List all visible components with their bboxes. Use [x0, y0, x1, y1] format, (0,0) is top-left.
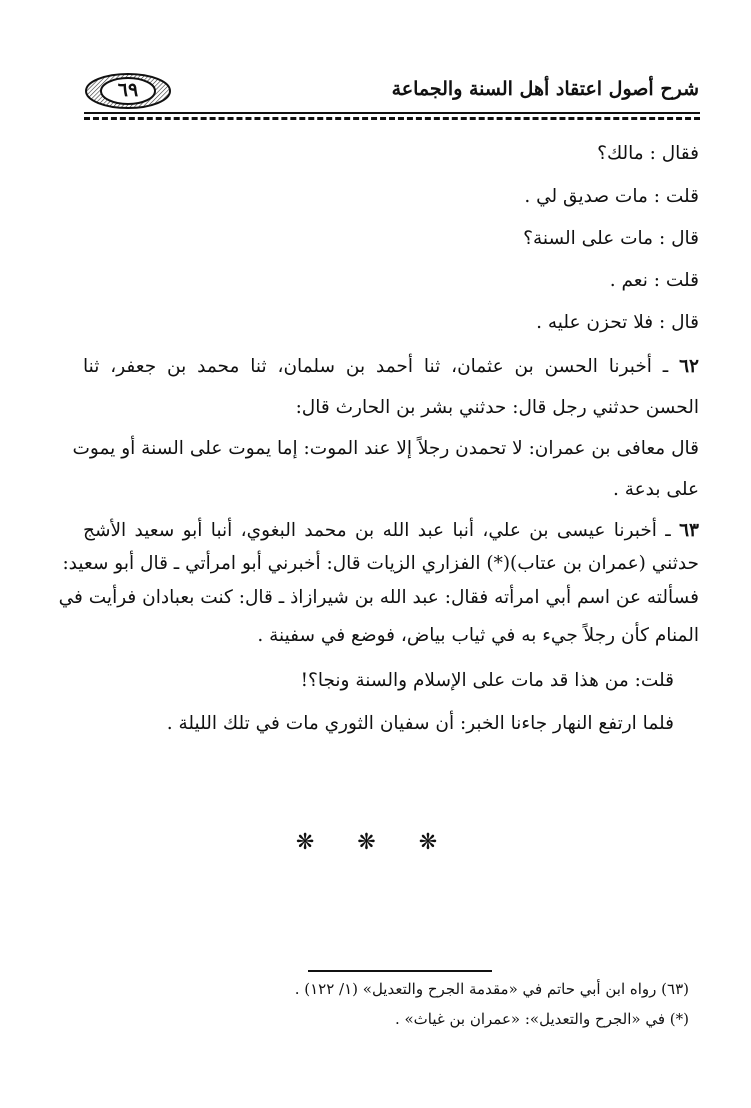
hadith-number-63: ٦٣: [679, 520, 699, 541]
page-number: ٦٩: [117, 79, 139, 101]
dialogue-line-1: فقال : مالك؟: [597, 143, 699, 164]
hadith-63-line-3: فسألته عن اسم أبي امرأته فقال: عبد الله بن شيرازاذ ـ قال: كنت بعبادان فرأيت في: [58, 587, 699, 608]
hadith-62-line-3: قال معافى بن عمران: لا تحمدن رجلاً إلا عند الموت: إما يموت على السنة أو يموت: [72, 438, 699, 459]
hadith-62-line-1: ٦٢ ـ أخبرنا الحسن بن عثمان، ثنا أحمد بن سلمان، ثنا محمد بن جعفر، ثنا: [83, 356, 699, 377]
hadith-62-line-4: على بدعة .: [612, 479, 699, 500]
hadith-62-line-2: الحسن حدثني رجل قال: حدثني بشر بن الحارث قال:: [295, 397, 699, 418]
dialogue-line-2: قلت : مات صديق لي .: [524, 186, 699, 207]
hadith-63-line-6: فلما ارتفع النهار جاءنا الخبر: أن سفيان الثوري مات في تلك الليلة .: [166, 713, 674, 734]
footnote-63: (٦٣) رواه ابن أبي حاتم في «مقدمة الجرح والتعديل» (١/ ١٢٢) .: [294, 980, 689, 998]
hadith-63-line-5: قلت: من هذا قد مات على الإسلام والسنة ونجا؟!: [300, 670, 674, 691]
footnote-star: (*) في «الجرح والتعديل»: «عمران بن غياث» .: [394, 1010, 689, 1028]
hadith-63-line-2: حدثني (عمران بن عتاب)(*) الفزاري الزيات قال: أخبرني أبو امرأتي ـ قال أبو سعيد:: [62, 553, 699, 574]
dialogue-line-3: قال : مات على السنة؟: [523, 228, 699, 249]
dialogue-line-4: قلت : نعم .: [609, 270, 699, 291]
footnote-divider: [308, 970, 492, 972]
header-divider: [84, 112, 700, 122]
hadith-number-62: ٦٢: [679, 356, 699, 377]
page-number-badge: [84, 72, 172, 110]
running-header-title: شرح أصول اعتقاد أهل السنة والجماعة: [391, 78, 699, 100]
section-separator: ❋ ❋ ❋: [295, 830, 456, 855]
hadith-63-line-4: المنام كأن رجلاً جيء به في ثياب بياض، فوضع في سفينة .: [257, 625, 699, 646]
hadith-63-line-1: ٦٣ ـ أخبرنا عيسى بن علي، أنبا عبد الله بن محمد البغوي، أنبا أبو سعيد الأشج: [83, 520, 699, 541]
dialogue-line-5: قال : فلا تحزن عليه .: [536, 312, 699, 333]
